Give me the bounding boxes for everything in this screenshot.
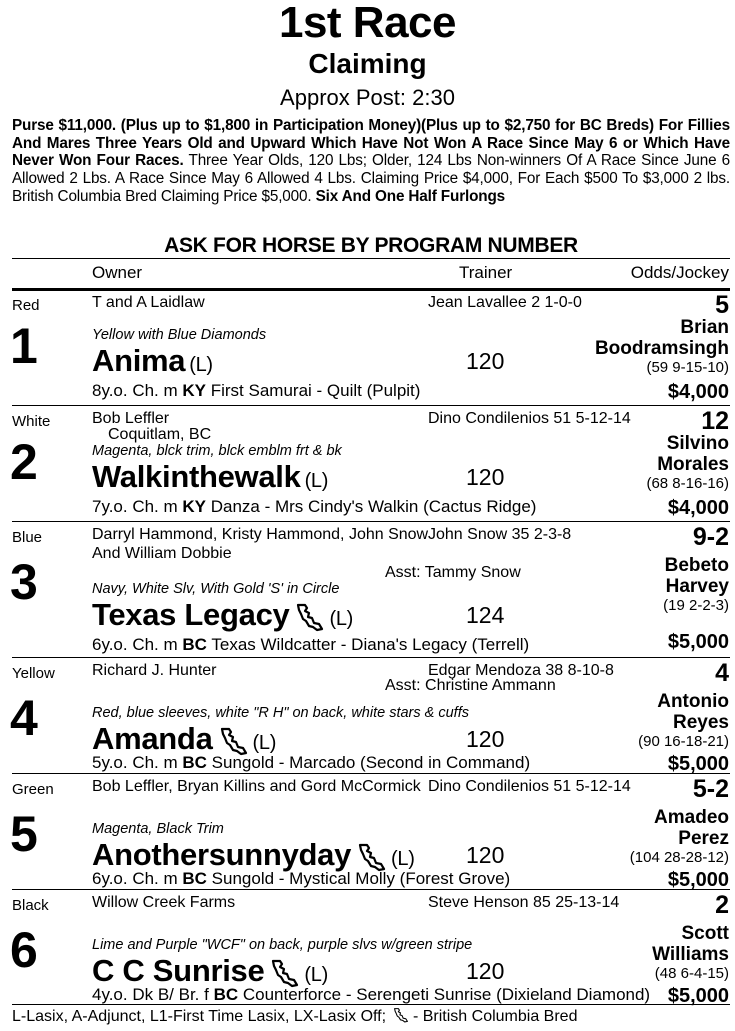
program-number: 3 <box>10 554 38 610</box>
trainer-name: Dino Condilenios 51 5-12-14 <box>428 778 631 795</box>
bc-bred-icon <box>270 958 300 988</box>
jockey-last-name: Harvey <box>665 576 729 597</box>
odds-jockey-column-header: Odds/Jockey <box>630 263 729 282</box>
jockey-last-name: Morales <box>657 454 729 475</box>
entry-divider <box>12 657 730 658</box>
medication: (L) <box>304 964 328 986</box>
horse-name: Walkinthewalk <box>92 459 301 494</box>
assistant-trainer: Asst: Tammy Snow <box>385 564 521 581</box>
owner-name: Bob Leffler, Bryan Killins and Gord McCormick <box>92 778 421 795</box>
race-distance: Six And One Half Furlongs <box>315 187 506 205</box>
program-number: 4 <box>10 690 38 746</box>
weight: 120 <box>466 348 505 374</box>
saddle-cloth-color: Yellow <box>12 665 55 682</box>
weight: 124 <box>466 602 505 628</box>
jockey-record: (90 16-18-21) <box>638 733 729 750</box>
conditions-bold: Purse $11,000. (Plus up to $1,800 in Participation Money)(Plus up to $2,750 for BC Breds) For Fillies And Mares Three Years Old and Upward Which Have Not Won A Race Since May 6 or Which Have Never Won Four Races. <box>12 117 730 170</box>
jockey-record: (48 6-4-15) <box>654 965 729 982</box>
entry-row <box>0 521 735 654</box>
sire-dam: Counterforce - Serengeti Sunrise (Dixieland Diamond) <box>238 985 651 1004</box>
race-conditions <box>12 117 730 206</box>
entry-row <box>0 405 735 521</box>
morning-line-odds: 9-2 <box>692 523 729 551</box>
pedigree <box>92 869 510 889</box>
sire-dam: Texas Wildcatter - Diana's Legacy (Terrell) <box>206 635 530 654</box>
entry-row <box>0 889 735 1005</box>
age-sex: 4y.o. Dk B/ Br. f <box>92 985 214 1004</box>
divider <box>12 258 730 259</box>
trainer-column-header: Trainer <box>459 263 513 282</box>
bc-bred-icon <box>219 726 249 756</box>
entry-row <box>0 289 735 405</box>
race-type: Claiming <box>308 48 427 79</box>
owner-column-header: Owner <box>92 263 143 282</box>
weight: 120 <box>466 958 505 984</box>
pedigree <box>92 985 650 1005</box>
jockey-last-name: Boodramsingh <box>594 338 729 359</box>
claiming-price: $4,000 <box>667 381 729 403</box>
footer-divider <box>12 1004 730 1005</box>
post-time: Approx Post: 2:30 <box>280 85 455 110</box>
weight: 120 <box>466 726 505 752</box>
conditions-text: Three Year Olds, 120 Lbs; Older, 124 Lbs Non-winners Of A Race Since June 6 Allowed 2 Lbs. A Race Since May 6 Allowed 4 Lbs. Claiming Price $4,000, For Each $500 To $3,000 2 lbs. British Columbia Bred Claiming Price $5,000. <box>12 152 730 205</box>
program-number: 2 <box>10 434 38 490</box>
jockey-first-name: Antonio <box>657 691 729 712</box>
owner-name: T and A Laidlaw <box>92 294 205 311</box>
pedigree <box>92 635 529 655</box>
pedigree <box>92 381 420 401</box>
entry-row <box>0 657 735 773</box>
bc-bred-icon <box>295 602 325 632</box>
sire-dam: Sungold - Mystical Molly (Forest Grove) <box>206 869 511 888</box>
race-title: 1st Race <box>278 0 456 47</box>
entry-divider <box>12 405 730 406</box>
medication: (L) <box>252 732 277 754</box>
entry-row <box>0 773 735 889</box>
silks-description: Navy, White Slv, With Gold 'S' in Circle <box>92 581 340 597</box>
horse-name: Anothersunnyday <box>92 837 352 872</box>
age-sex: 8y.o. Ch. m <box>92 381 183 400</box>
age-sex: 5y.o. Ch. m <box>92 753 183 772</box>
owner-name: Willow Creek Farms <box>92 894 236 911</box>
owner-city: Coquitlam, BC <box>108 426 212 443</box>
saddle-cloth-color: Black <box>12 897 49 914</box>
weight: 120 <box>466 464 505 490</box>
jockey-record: (19 2-2-3) <box>663 597 729 614</box>
program-number: 1 <box>10 318 38 374</box>
saddle-cloth-color: White <box>12 413 51 430</box>
age-sex: 6y.o. Ch. m <box>92 635 183 654</box>
medication-legend: L-Lasix, A-Adjunct, L1-First Time Lasix, LX-Lasix Off; <box>12 1008 387 1025</box>
foaling-location: BC <box>182 869 207 888</box>
owner-name: Richard J. Hunter <box>92 662 217 679</box>
ask-banner: ASK FOR HORSE BY PROGRAM NUMBER <box>164 234 578 257</box>
saddle-cloth-color: Blue <box>12 529 43 546</box>
jockey-last-name: Perez <box>678 828 729 849</box>
jockey-record: (104 28-28-12) <box>629 849 729 866</box>
horse-name-line <box>92 597 353 637</box>
claiming-price: $5,000 <box>667 985 729 1007</box>
horse-name-line <box>92 459 328 499</box>
saddle-cloth-color: Green <box>12 781 54 798</box>
medication: (L) <box>329 608 353 630</box>
jockey-record: (59 9-15-10) <box>646 359 729 376</box>
trainer-name: John Snow 35 2-3-8 <box>428 526 572 543</box>
owner-name: Darryl Hammond, Kristy Hammond, John Snow <box>92 526 429 543</box>
medication: (L) <box>304 470 329 492</box>
horse-name: Amanda <box>92 721 213 756</box>
foaling-location: KY <box>182 381 207 400</box>
saddle-cloth-color: Red <box>12 297 40 314</box>
age-sex: 7y.o. Ch. m <box>92 497 183 516</box>
jockey-first-name: Scott <box>681 923 729 944</box>
bc-legend-text: - British Columbia Bred <box>408 1008 578 1025</box>
trainer-name: Steve Henson 85 25-13-14 <box>428 894 620 911</box>
medication: (L) <box>189 354 213 376</box>
claiming-price: $5,000 <box>667 869 729 891</box>
silks-description: Magenta, blck trim, blck emblm frt & bk <box>92 443 342 459</box>
horse-name: Anima <box>92 343 186 378</box>
silks-description: Magenta, Black Trim <box>92 821 224 837</box>
foaling-location: BC <box>182 635 207 654</box>
morning-line-odds: 2 <box>715 891 729 919</box>
pedigree <box>92 753 530 773</box>
jockey-first-name: Brian <box>680 317 729 338</box>
medication: (L) <box>391 848 415 870</box>
bc-bred-icon <box>357 842 387 872</box>
age-sex: 6y.o. Ch. m <box>92 869 183 888</box>
bc-bred-icon <box>393 1007 409 1023</box>
sire-dam: Danza - Mrs Cindy's Walkin (Cactus Ridge) <box>206 497 537 516</box>
silks-description: Yellow with Blue Diamonds <box>92 327 267 343</box>
silks-description: Lime and Purple "WCF" on back, purple slvs w/green stripe <box>92 937 473 953</box>
trainer-name: Jean Lavallee 2 1-0-0 <box>428 294 582 311</box>
assistant-trainer: Asst: Christine Ammann <box>385 677 556 694</box>
morning-line-odds: 5 <box>715 291 729 319</box>
horse-name: Texas Legacy <box>92 597 290 632</box>
morning-line-odds: 12 <box>701 407 729 435</box>
program-number: 5 <box>10 806 38 862</box>
horse-name-line <box>92 343 213 383</box>
legend-footer <box>12 1007 577 1027</box>
jockey-last-name: Reyes <box>673 712 729 733</box>
trainer-name: Dino Condilenios 51 5-12-14 <box>428 410 631 427</box>
claiming-price: $4,000 <box>667 497 729 519</box>
entry-divider <box>12 521 730 522</box>
foaling-location: BC <box>182 753 207 772</box>
owner-name: Bob Leffler <box>92 410 170 427</box>
morning-line-odds: 4 <box>715 659 729 687</box>
owner-name-cont: And William Dobbie <box>92 545 232 562</box>
foaling-location: KY <box>182 497 207 516</box>
sire-dam: Sungold - Marcado (Second in Command) <box>206 753 531 772</box>
jockey-last-name: Williams <box>652 944 729 965</box>
jockey-first-name: Amadeo <box>654 807 729 828</box>
silks-description: Red, blue sleeves, white "R H" on back, white stars & cuffs <box>92 705 469 721</box>
foaling-location: BC <box>213 985 239 1004</box>
weight: 120 <box>466 842 505 868</box>
trainer-name: Edgar Mendoza 38 8-10-8 <box>428 662 614 679</box>
entry-divider <box>12 773 730 774</box>
claiming-price: $5,000 <box>667 631 729 653</box>
entry-divider <box>12 889 730 890</box>
program-number: 6 <box>10 922 38 978</box>
jockey-record: (68 8-16-16) <box>646 475 729 492</box>
jockey-first-name: Silvino <box>666 433 729 454</box>
claiming-price: $5,000 <box>667 753 729 775</box>
sire-dam: First Samurai - Quilt (Pulpit) <box>206 381 421 400</box>
pedigree <box>92 497 536 517</box>
horse-name: C C Sunrise <box>92 953 265 988</box>
jockey-first-name: Bebeto <box>664 555 729 576</box>
morning-line-odds: 5-2 <box>692 775 729 803</box>
